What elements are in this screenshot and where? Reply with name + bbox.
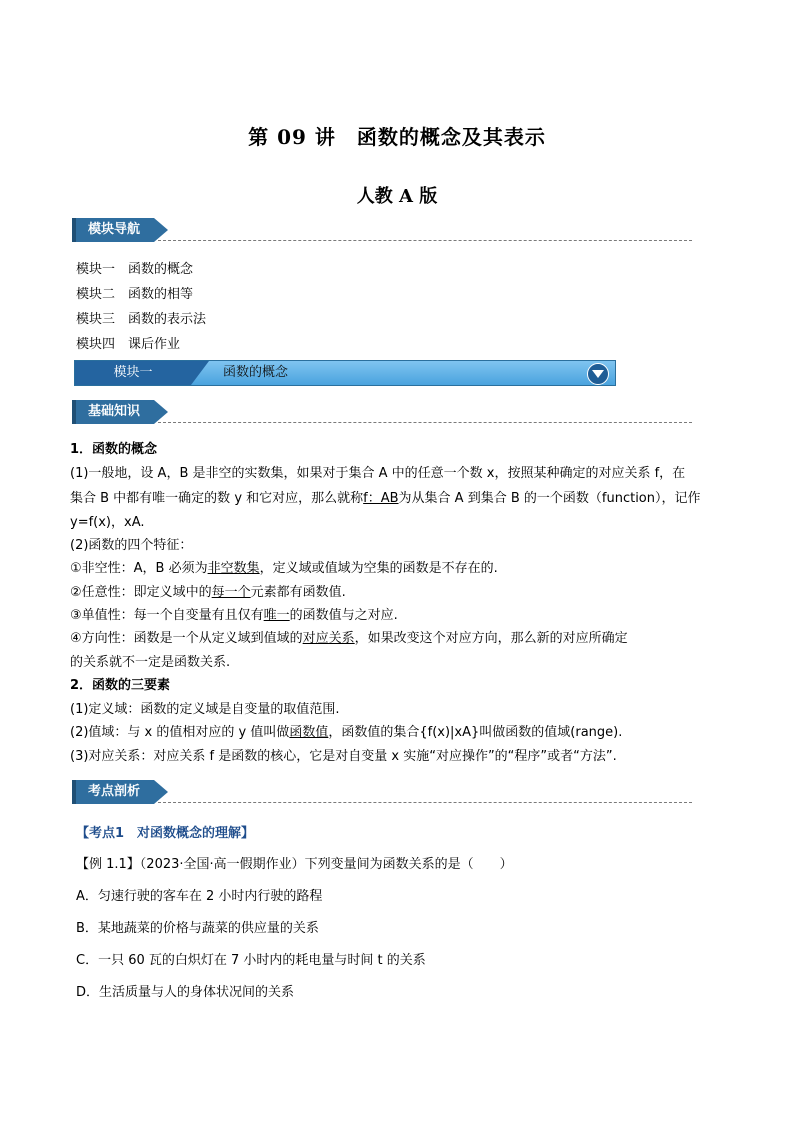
- option-b[interactable]: B．某地蔬菜的价格与蔬菜的供应量的关系: [76, 921, 319, 936]
- paragraph: 集合 B 中都有唯一确定的数 y 和它对应，那么就称f：AB为从集合 A 到集合 B 的一个函数（function），记作: [70, 491, 701, 506]
- divider: [158, 802, 692, 803]
- option-d[interactable]: D．生活质量与人的身体状况间的关系: [76, 985, 295, 1000]
- feature-item: ①非空性：A，B 必须为非空数集，定义域或值域为空集的函数是不存在的.: [70, 561, 498, 576]
- page-title: 第 09 讲 函数的概念及其表示: [248, 125, 546, 149]
- example-question: 【例 1.1】（2023·全国·高一假期作业）下列变量间为函数关系的是（ ）: [76, 857, 513, 872]
- module-label: 模块一: [75, 361, 191, 385]
- heading-function-concept: 1．函数的概念: [70, 442, 158, 457]
- heading-three-elements: 2．函数的三要素: [70, 678, 171, 693]
- nav-item-2[interactable]: 模块二 函数的相等: [76, 287, 194, 302]
- option-a[interactable]: A．匀速行驶的客车在 2 小时内行驶的路程: [76, 889, 323, 904]
- paragraph: (1)一般地，设 A，B 是非空的实数集，如果对于集合 A 中的任意一个数 x，按照某种确定的对应关系 f，在: [70, 466, 686, 481]
- element-item: (2)值域：与 x 的值相对应的 y 值叫做函数值，函数值的集合{f(x)|xA}叫做函数的值域(range).: [70, 725, 623, 740]
- module-banner: [74, 360, 616, 386]
- paragraph: (2)函数的四个特征：: [70, 538, 193, 553]
- banner-divider: [191, 361, 209, 385]
- option-c[interactable]: C．一只 60 瓦的白炽灯在 7 小时内的耗电量与时间 t 的关系: [76, 953, 426, 968]
- section-tab-basics: 基础知识: [76, 400, 154, 424]
- feature-item: 的关系就不一定是函数关系.: [70, 655, 231, 670]
- feature-item: ②任意性：即定义域中的每一个元素都有函数值.: [70, 585, 346, 600]
- exam-point-heading: 【考点1 对函数概念的理解】: [76, 826, 255, 841]
- feature-item: ④方向性：函数是一个从定义域到值域的对应关系，如果改变这个对应方向，那么新的对应所确定: [70, 631, 628, 646]
- chevron-down-icon[interactable]: [587, 363, 609, 385]
- nav-item-1[interactable]: 模块一 函数的概念: [76, 262, 194, 277]
- element-item: (1)定义域：函数的定义域是自变量的取值范围.: [70, 702, 340, 717]
- module-title: 函数的概念: [223, 365, 289, 380]
- element-item: (3)对应关系：对应关系 f 是函数的核心，它是对自变量 x 实施“对应操作”的“程序”或者“方法”.: [70, 749, 617, 764]
- section-tab-nav: 模块导航: [76, 218, 154, 242]
- section-tab-analysis: 考点剖析: [76, 780, 154, 804]
- divider: [158, 422, 692, 423]
- feature-item: ③单值性：每一个自变量有且仅有唯一的函数值与之对应.: [70, 608, 398, 623]
- paragraph: y=f(x)，xA.: [70, 515, 145, 530]
- nav-item-3[interactable]: 模块三 函数的表示法: [76, 312, 207, 327]
- nav-item-4[interactable]: 模块四 课后作业: [76, 337, 181, 352]
- page-subtitle: 人教 A 版: [356, 186, 438, 207]
- divider: [158, 240, 692, 241]
